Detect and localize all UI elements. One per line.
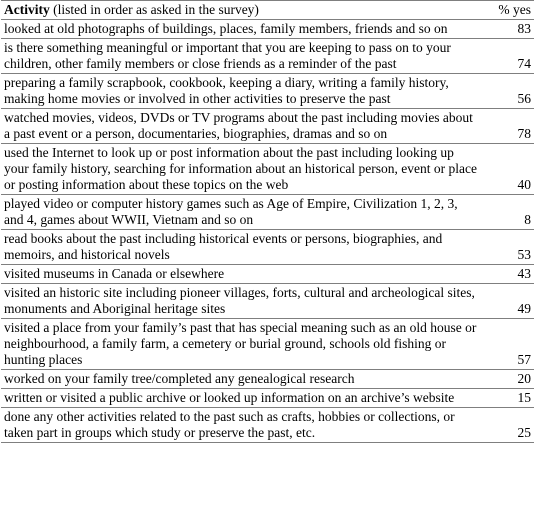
activity-cell: done any other activities related to the past such as crafts, hobbies or collections, or taken part in groups which study or preserve the past, etc.	[1, 408, 482, 443]
percent-cell: 83	[482, 20, 534, 39]
percent-cell: 15	[482, 389, 534, 408]
table-row	[1, 20, 534, 39]
activity-cell: watched movies, videos, DVDs or TV programs about the past including movies about a past event or a person, documentaries, biographies, dramas and so on	[1, 109, 482, 144]
percent-yes-column-header: % yes	[482, 1, 534, 20]
survey-activity-table	[1, 0, 534, 443]
table-body	[1, 20, 534, 443]
percent-cell: 56	[482, 74, 534, 109]
table-row	[1, 109, 534, 144]
activity-cell: is there something meaningful or important that you are keeping to pass on to your children, other family members or close friends as a reminder of the past	[1, 39, 482, 74]
percent-cell: 49	[482, 284, 534, 319]
percent-cell: 40	[482, 144, 534, 195]
table-row	[1, 144, 534, 195]
activity-cell: played video or computer history games such as Age of Empire, Civilization 1, 2, 3, and 4, games about WWII, Vietnam and so on	[1, 195, 482, 230]
activity-cell: preparing a family scrapbook, cookbook, keeping a diary, writing a family history, making home movies or involved in other activities to preserve the past	[1, 74, 482, 109]
table-row	[1, 408, 534, 443]
table-row	[1, 230, 534, 265]
activity-cell: visited museums in Canada or elsewhere	[1, 265, 482, 284]
table-row	[1, 195, 534, 230]
percent-cell: 43	[482, 265, 534, 284]
activity-column-header	[1, 1, 482, 20]
percent-cell: 57	[482, 319, 534, 370]
percent-cell: 20	[482, 370, 534, 389]
table-row	[1, 389, 534, 408]
table-row	[1, 74, 534, 109]
activity-header-label: Activity	[4, 2, 50, 17]
table-header-row	[1, 1, 534, 20]
table-row	[1, 370, 534, 389]
table-row	[1, 284, 534, 319]
table-row	[1, 319, 534, 370]
activity-cell: visited a place from your family’s past that has special meaning such as an old house or neighbourhood, a family farm, a cemetery or burial ground, schools old fishing or hunting places	[1, 319, 482, 370]
activity-header-note: (listed in order as asked in the survey)	[49, 2, 259, 17]
activity-cell: used the Internet to look up or post information about the past including looking up your family history, searching for information about an historical person, event or place or posting information about these topics on the web	[1, 144, 482, 195]
activity-cell: written or visited a public archive or looked up information on an archive’s website	[1, 389, 482, 408]
percent-cell: 8	[482, 195, 534, 230]
activity-cell: read books about the past including historical events or persons, biographies, and memoirs, and historical novels	[1, 230, 482, 265]
percent-cell: 53	[482, 230, 534, 265]
table-row	[1, 39, 534, 74]
activity-cell: looked at old photographs of buildings, places, family members, friends and so on	[1, 20, 482, 39]
activity-cell: worked on your family tree/completed any genealogical research	[1, 370, 482, 389]
activity-cell: visited an historic site including pioneer villages, forts, cultural and archeological sites, monuments and Aboriginal heritage sites	[1, 284, 482, 319]
percent-cell: 25	[482, 408, 534, 443]
percent-cell: 78	[482, 109, 534, 144]
table-row	[1, 265, 534, 284]
percent-cell: 74	[482, 39, 534, 74]
